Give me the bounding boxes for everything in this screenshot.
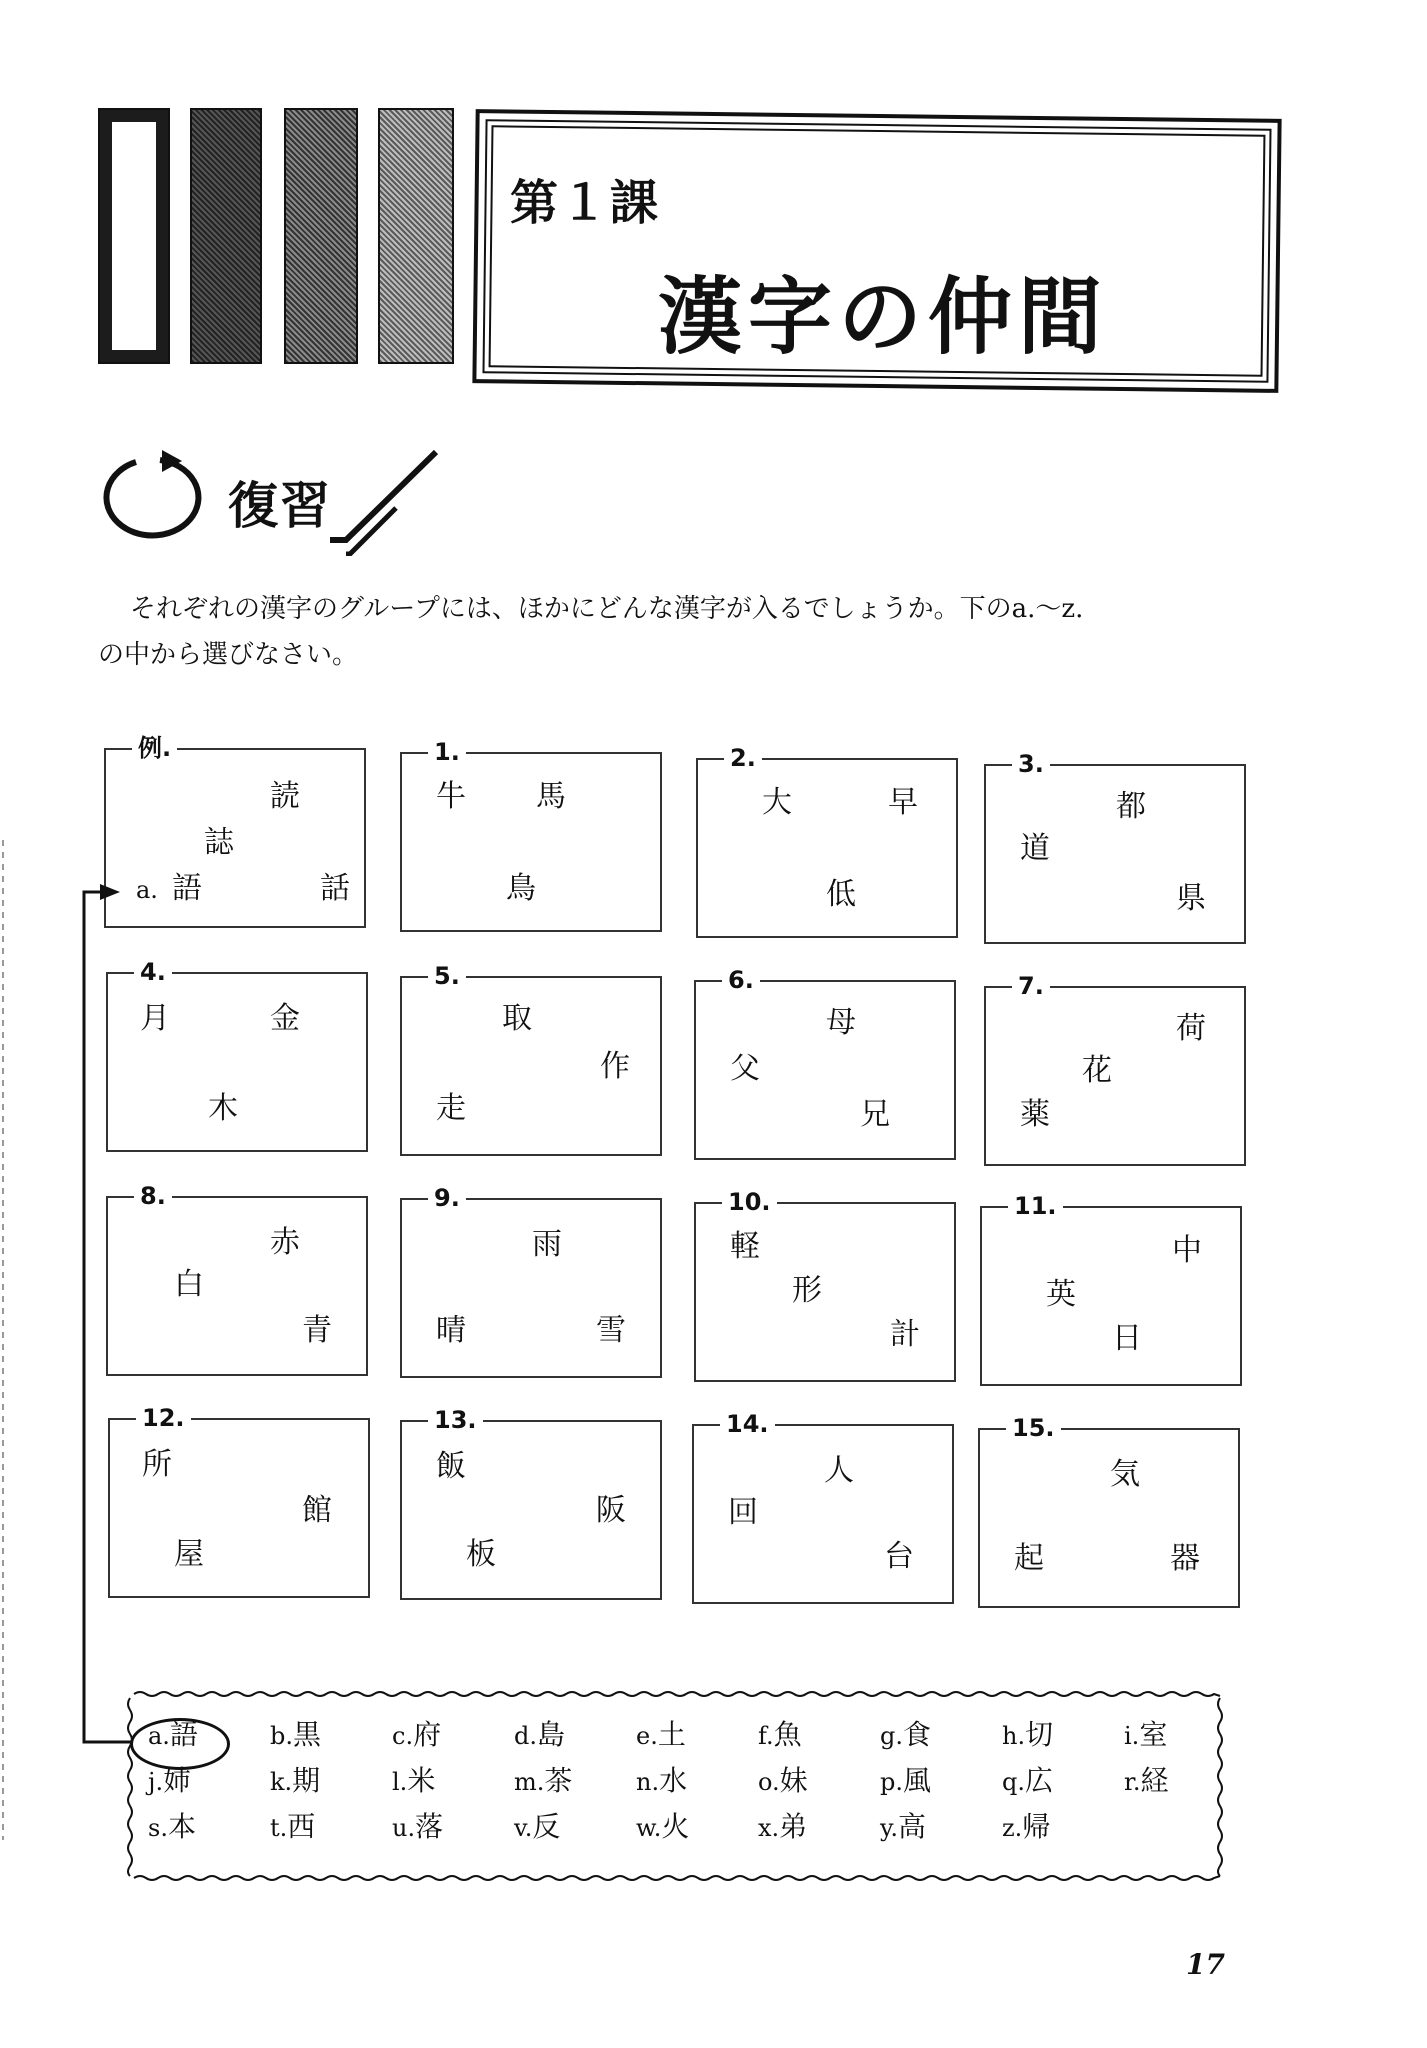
exercise-kanji: 作 <box>600 1049 630 1084</box>
choice-letter: h. <box>1002 1722 1026 1750</box>
exercise-kanji: 大 <box>762 785 792 820</box>
exercise-kanji: 道 <box>1020 831 1050 866</box>
exercise-kanji: 晴 <box>436 1313 466 1348</box>
exercise-kanji: 館 <box>302 1493 332 1528</box>
choice-kanji: 黒 <box>293 1718 322 1751</box>
exercise-kanji: 読 <box>270 779 300 814</box>
choice-letter: j. <box>148 1768 164 1796</box>
exercise-kanji: 都 <box>1116 789 1146 824</box>
exercise-kanji: 台 <box>884 1539 914 1574</box>
exercise-kanji: 県 <box>1176 881 1206 916</box>
exercise-kanji: 板 <box>466 1537 496 1572</box>
choice-item-z <box>1002 1804 1124 1850</box>
exercise-kanji: 母 <box>826 1005 856 1040</box>
exercise-label: 12. <box>136 1404 191 1432</box>
choice-letter: c. <box>392 1722 414 1750</box>
choice-kanji: 島 <box>537 1718 566 1751</box>
choice-item-q <box>1002 1758 1124 1804</box>
choice-letter: o. <box>758 1768 780 1796</box>
choice-item-p <box>880 1758 1002 1804</box>
exercise-kanji: 青 <box>302 1313 332 1348</box>
choice-item-n <box>636 1758 758 1804</box>
choice-item-i <box>1124 1712 1246 1758</box>
exercise-kanji: 金 <box>270 1001 300 1036</box>
choice-kanji: 経 <box>1140 1764 1169 1797</box>
choice-letter: q. <box>1002 1768 1025 1796</box>
example-answer-kanji: 語 <box>171 871 202 906</box>
example-choice-circle <box>130 1718 230 1770</box>
choice-kanji: 妹 <box>779 1764 808 1797</box>
example-answer <box>136 872 202 907</box>
choice-item-r <box>1124 1758 1246 1804</box>
exercise-kanji: 牛 <box>436 779 466 814</box>
exercise-kanji: 兄 <box>860 1097 890 1132</box>
exercise-label: 例. <box>132 734 177 762</box>
exercise-kanji: 話 <box>320 871 350 906</box>
choice-item-m <box>514 1758 636 1804</box>
exercise-label: 7. <box>1012 972 1050 1000</box>
review-cycle-icon <box>98 446 218 546</box>
decorative-bar-1 <box>98 108 170 364</box>
choice-kanji: 帰 <box>1022 1810 1051 1843</box>
exercise-kanji: 荷 <box>1176 1011 1206 1046</box>
instructions-line-1: それぞれの漢字のグループには、ほかにどんな漢字が入るでしょうか。下のa.～z. <box>130 594 1084 624</box>
exercise-kanji: 花 <box>1082 1053 1112 1088</box>
choice-item-w <box>636 1804 758 1850</box>
choice-kanji: 土 <box>657 1718 686 1751</box>
exercise-kanji: 馬 <box>536 779 566 814</box>
exercise-box-10 <box>694 1188 956 1382</box>
choice-letter: m. <box>514 1768 545 1796</box>
choice-kanji: 食 <box>903 1718 932 1751</box>
choice-kanji: 姉 <box>163 1764 192 1797</box>
exercise-kanji: 低 <box>826 877 856 912</box>
choice-kanji: 西 <box>287 1810 316 1843</box>
choice-letter: a. <box>148 1722 170 1750</box>
exercise-kanji: 英 <box>1046 1277 1076 1312</box>
exercise-kanji: 計 <box>890 1317 920 1352</box>
choice-kanji: 切 <box>1025 1718 1054 1751</box>
choice-letter: p. <box>880 1768 903 1796</box>
choice-item-l <box>392 1758 514 1804</box>
exercise-kanji: 取 <box>502 1001 532 1036</box>
choice-letter: b. <box>270 1722 293 1750</box>
choice-kanji: 風 <box>903 1764 932 1797</box>
exercise-kanji: 木 <box>208 1091 238 1126</box>
exercise-box-9 <box>400 1184 662 1378</box>
choice-kanji: 期 <box>292 1764 321 1797</box>
choice-kanji: 米 <box>407 1764 436 1797</box>
exercise-box-7 <box>984 972 1246 1166</box>
choice-kanji: 火 <box>661 1810 690 1843</box>
exercise-label: 14. <box>720 1410 775 1438</box>
choice-letter: z. <box>1002 1814 1023 1842</box>
exercise-box-4 <box>106 958 368 1152</box>
exercise-box-11 <box>980 1192 1242 1386</box>
exercise-kanji: 飯 <box>436 1449 466 1484</box>
exercise-kanji: 軽 <box>730 1229 760 1264</box>
exercise-kanji: 月 <box>140 1001 170 1036</box>
exercise-label: 6. <box>722 966 760 994</box>
exercise-box-1 <box>400 738 662 932</box>
exercise-kanji: 早 <box>888 785 918 820</box>
exercise-kanji: 回 <box>728 1495 758 1530</box>
choice-letter: t. <box>270 1814 288 1842</box>
lesson-title: 漢字の仲間 <box>658 268 1109 366</box>
choice-kanji: 茶 <box>544 1764 573 1797</box>
exercise-label: 4. <box>134 958 172 986</box>
exercise-kanji: 所 <box>142 1447 172 1482</box>
choice-letter: e. <box>636 1722 658 1750</box>
exercise-kanji: 器 <box>1170 1541 1200 1576</box>
choice-letter: x. <box>758 1814 780 1842</box>
exercise-box-3 <box>984 750 1246 944</box>
choice-letter: k. <box>270 1768 293 1796</box>
choice-kanji: 水 <box>659 1764 688 1797</box>
choice-letter: l. <box>392 1768 408 1796</box>
exercise-kanji: 鳥 <box>506 871 536 906</box>
exercise-label: 3. <box>1012 750 1050 778</box>
exercise-label: 15. <box>1006 1414 1061 1442</box>
exercise-label: 1. <box>428 738 466 766</box>
instructions <box>98 586 1304 678</box>
choice-kanji: 反 <box>532 1810 561 1843</box>
exercise-kanji: 誌 <box>204 825 234 860</box>
choice-item-u <box>392 1804 514 1850</box>
exercise-box-8 <box>106 1182 368 1376</box>
exercise-box-14 <box>692 1410 954 1604</box>
choice-kanji: 室 <box>1139 1718 1168 1751</box>
choice-letter: r. <box>1124 1768 1141 1796</box>
exercise-kanji: 雪 <box>596 1313 626 1348</box>
choice-letter: n. <box>636 1768 660 1796</box>
choice-item-c <box>392 1712 514 1758</box>
exercise-kanji: 起 <box>1014 1541 1044 1576</box>
choice-letter: y. <box>880 1814 898 1842</box>
exercise-kanji: 屋 <box>174 1537 204 1572</box>
choice-item-d <box>514 1712 636 1758</box>
choice-item-v <box>514 1804 636 1850</box>
choice-kanji: 広 <box>1025 1764 1054 1797</box>
choice-item-s <box>148 1804 270 1850</box>
exercise-kanji: 人 <box>824 1453 854 1488</box>
exercise-box-6 <box>694 966 956 1160</box>
lesson-label: 第１課 <box>510 175 661 231</box>
exercise-label: 2. <box>724 744 762 772</box>
choice-kanji: 語 <box>169 1718 198 1751</box>
exercise-kanji: 形 <box>792 1273 822 1308</box>
choice-kanji: 弟 <box>779 1810 808 1843</box>
exercise-kanji: 気 <box>1110 1457 1140 1492</box>
exercise-kanji: 白 <box>174 1267 204 1302</box>
choice-item-t <box>270 1804 392 1850</box>
exercise-label: 9. <box>428 1184 466 1212</box>
choice-item-o <box>758 1758 880 1804</box>
review-underline-slash <box>330 448 440 556</box>
choice-item-h <box>1002 1712 1124 1758</box>
choice-letter: v. <box>514 1814 533 1842</box>
review-title: 復習 <box>228 477 332 535</box>
choice-letter: u. <box>392 1814 416 1842</box>
exercise-label: 10. <box>722 1188 777 1216</box>
exercise-kanji: 父 <box>730 1051 760 1086</box>
choice-item-g <box>880 1712 1002 1758</box>
exercise-box-12 <box>108 1404 370 1598</box>
decorative-bar-3 <box>284 108 358 364</box>
choice-kanji: 高 <box>898 1810 927 1843</box>
exercise-kanji: 日 <box>1112 1321 1142 1356</box>
choice-kanji: 本 <box>167 1810 196 1843</box>
exercise-label: 5. <box>428 962 466 990</box>
choice-kanji: 府 <box>413 1718 442 1751</box>
decorative-bar-2 <box>190 108 262 364</box>
choice-item-x <box>758 1804 880 1850</box>
choice-item-y <box>880 1804 1002 1850</box>
exercise-box-example <box>104 734 366 928</box>
exercise-kanji: 中 <box>1172 1233 1202 1268</box>
instructions-line-2: の中から選びなさい。 <box>98 640 359 670</box>
exercise-label: 13. <box>428 1406 483 1434</box>
exercise-box-13 <box>400 1406 662 1600</box>
exercise-box-15 <box>978 1414 1240 1608</box>
exercise-label: 11. <box>1008 1192 1063 1220</box>
exercise-box-5 <box>400 962 662 1156</box>
exercise-kanji: 阪 <box>596 1493 626 1528</box>
exercise-kanji: 赤 <box>270 1225 300 1260</box>
exercise-kanji: 薬 <box>1020 1097 1050 1132</box>
choice-letter: g. <box>880 1722 903 1750</box>
decorative-bar-4 <box>378 108 454 364</box>
page-edge-mark <box>2 840 4 1840</box>
choice-letter: f. <box>758 1722 774 1750</box>
exercise-label: 8. <box>134 1182 172 1210</box>
exercise-kanji: 走 <box>436 1091 466 1126</box>
choice-letter: i. <box>1124 1722 1140 1750</box>
choice-letter: s. <box>148 1814 168 1842</box>
choices-grid <box>148 1712 1246 1850</box>
choice-item-e <box>636 1712 758 1758</box>
choice-letter: w. <box>636 1814 662 1842</box>
choice-item-k <box>270 1758 392 1804</box>
page-number: 17 <box>1186 1948 1225 1981</box>
exercise-kanji: 雨 <box>532 1227 562 1262</box>
choice-kanji: 落 <box>415 1810 444 1843</box>
choice-item-f <box>758 1712 880 1758</box>
choice-kanji: 魚 <box>773 1718 802 1751</box>
example-answer-prefix: a. <box>136 876 158 904</box>
choice-item-b <box>270 1712 392 1758</box>
exercise-box-2 <box>696 744 958 938</box>
choice-letter: d. <box>514 1722 537 1750</box>
